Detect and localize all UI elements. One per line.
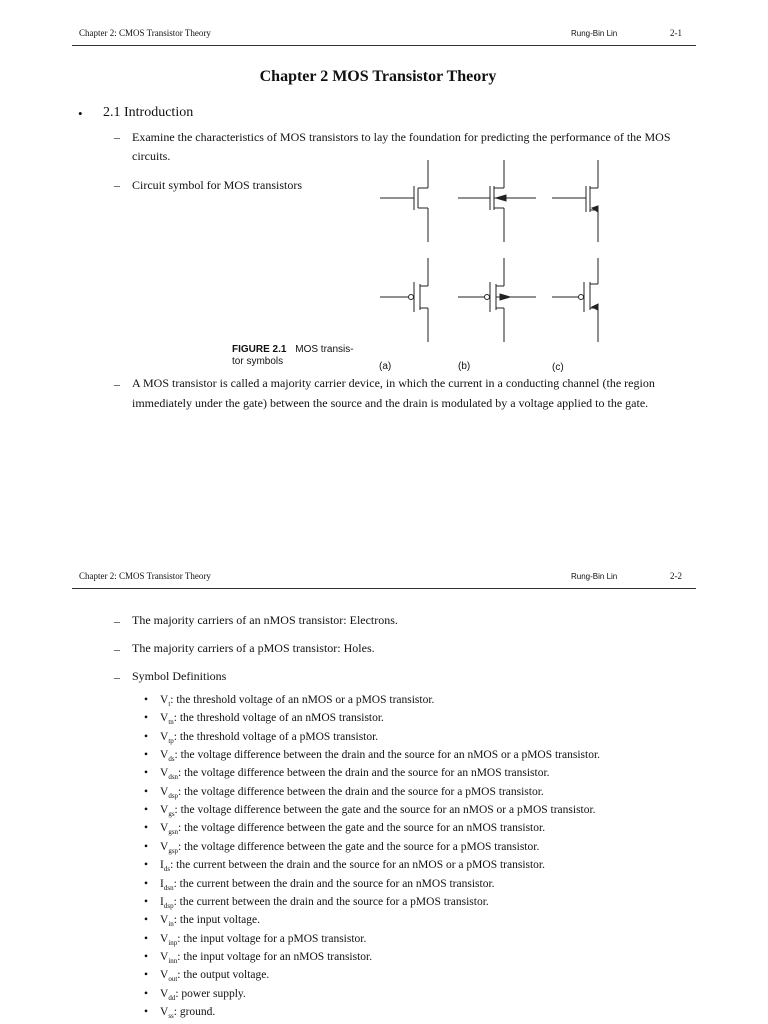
symbol-subscript: tn — [168, 718, 174, 727]
symbol-subscript: out — [168, 975, 178, 984]
bullet-marker: • — [144, 914, 149, 927]
symbol-definition-item — [144, 987, 246, 1005]
symbol-description: : the voltage difference between the drain and the source for an nMOS transistor. — [178, 767, 550, 780]
symbol-description: : the current between the drain and the source for an nMOS or a pMOS transistor. — [170, 859, 546, 872]
symbol-subscript: ss — [168, 1011, 174, 1020]
symbol-subscript: gs — [168, 810, 175, 819]
pmos-symbol-c — [552, 258, 598, 342]
symbol-name: V — [160, 749, 169, 762]
bullet-marker: • — [144, 822, 149, 835]
symbol-name: V — [160, 914, 169, 927]
nmos-symbol-b — [458, 160, 536, 242]
page1-header-rule — [72, 45, 696, 46]
symbol-definition-item — [144, 858, 545, 876]
symbol-name: V — [160, 840, 169, 853]
symbol-description: : ground. — [173, 1005, 216, 1018]
symbol-definition-item — [144, 913, 260, 931]
symbol-description: : the voltage difference between the gate and the source for a pMOS transistor. — [178, 840, 540, 853]
figure-label-a: (a) — [379, 361, 392, 372]
symbol-subscript: t — [168, 700, 171, 708]
symbol-description: : the threshold voltage of an nMOS transistor. — [173, 712, 384, 725]
symbol-subscript: ds — [163, 865, 171, 874]
symbol-subscript: dd — [168, 993, 176, 1002]
page1-header-chapter: Chapter 2: CMOS Transistor Theory — [79, 28, 211, 38]
symbol-name: I — [160, 895, 164, 908]
symbol-description: : the input voltage for a pMOS transistor. — [177, 932, 367, 945]
figure-caption — [232, 344, 354, 368]
symbol-name: V — [160, 712, 169, 725]
symbol-definition-item — [144, 877, 495, 895]
bullet-marker: • — [144, 785, 149, 798]
symbol-name: V — [160, 1005, 169, 1018]
symbol-definition-item — [144, 730, 378, 748]
symbol-definition-item — [144, 711, 384, 729]
symbol-name: V — [160, 730, 169, 743]
figure-label-c: (c) — [552, 362, 564, 373]
figure-caption-label: FIGURE 2.1 — [232, 344, 287, 355]
bullet-marker: • — [144, 877, 149, 890]
bullet-marker: • — [144, 804, 149, 817]
bullet-marker: • — [144, 950, 149, 963]
symbol-subscript: tp — [168, 736, 174, 745]
symbol-name: I — [160, 859, 164, 872]
page1-header-author: Rung-Bin Lin — [571, 29, 618, 38]
figure-caption-text: MOS transis- — [295, 344, 354, 355]
symbol-description: : the input voltage for an nMOS transistor. — [177, 950, 373, 963]
dash-marker: – — [114, 178, 120, 192]
page2-header-author: Rung-Bin Lin — [571, 572, 618, 581]
section-heading: 2.1 Introduction — [103, 105, 194, 120]
bullet-marker: • — [144, 969, 149, 982]
symbol-name: V — [160, 694, 169, 706]
symbol-description: : the current between the drain and the source for a pMOS transistor. — [173, 895, 489, 908]
page2-header-rule — [72, 588, 696, 589]
symbol-definition-item — [144, 821, 545, 839]
symbol-description: : power supply. — [175, 987, 246, 1000]
carrier-item-pmos: The majority carriers of a pMOS transistor: Holes. — [132, 641, 375, 655]
symbol-name: V — [160, 822, 169, 835]
page1-header-page: 2-1 — [670, 28, 682, 38]
section-bullet: • — [78, 106, 83, 121]
carrier-item-nmos: The majority carriers of an nMOS transistor: Electrons. — [132, 613, 398, 627]
symbol-name: V — [160, 767, 169, 780]
bullet-marker: • — [144, 694, 149, 706]
nmos-symbol-c — [552, 160, 598, 242]
symbol-subscript: dsp — [163, 901, 174, 910]
dash-marker: – — [114, 670, 120, 684]
mos-symbols-figure — [370, 150, 620, 355]
bullet-marker: • — [144, 840, 149, 853]
symbol-name: V — [160, 932, 169, 945]
pmos-symbol-b — [458, 258, 536, 342]
symbol-definition-item — [144, 840, 539, 858]
bullet-marker: • — [144, 730, 149, 743]
symbol-name: V — [160, 785, 169, 798]
symbol-definition-item — [144, 803, 596, 821]
page2-header-page: 2-2 — [670, 571, 682, 581]
symbol-description: : the current between the drain and the source for an nMOS transistor. — [173, 877, 495, 890]
symbol-subscript: ds — [168, 755, 175, 764]
bullet-marker: • — [144, 987, 149, 1000]
bullet-marker: • — [144, 712, 149, 725]
bullet-marker: • — [144, 859, 149, 872]
dash-marker: – — [114, 130, 120, 144]
intro-item-2: Circuit symbol for MOS transistors — [132, 178, 302, 192]
bullet-marker: • — [144, 767, 149, 780]
symbol-name: V — [160, 987, 169, 1000]
symbol-name: V — [160, 969, 169, 982]
figure-label-b: (b) — [458, 361, 471, 372]
bullet-marker: • — [144, 749, 149, 762]
symbol-definition-item — [144, 748, 600, 766]
symbol-definition-item — [144, 766, 550, 784]
dash-marker: – — [114, 642, 120, 656]
symbol-name: V — [160, 804, 169, 817]
symbol-subscript: dsp — [168, 791, 179, 800]
page2-header-chapter: Chapter 2: CMOS Transistor Theory — [79, 571, 211, 581]
symbol-definition-item — [144, 693, 434, 711]
pmos-symbol-a — [380, 258, 428, 342]
symbol-definitions-heading: Symbol Definitions — [132, 669, 227, 683]
symbol-definition-item — [144, 932, 366, 950]
symbol-description: : the output voltage. — [177, 969, 270, 982]
symbol-subscript: inn — [168, 956, 178, 965]
symbol-description: : the threshold voltage of a pMOS transistor. — [173, 730, 379, 743]
symbol-subscript: inp — [168, 938, 178, 947]
symbol-description: : the voltage difference between the drain and the source for a pMOS transistor. — [178, 785, 544, 798]
symbol-description: : the voltage difference between the drain and the source for an nMOS or a pMOS transistor. — [174, 749, 601, 762]
symbol-definition-item — [144, 1005, 215, 1023]
figure-caption-text-2: tor symbols — [232, 356, 284, 367]
dash-marker: – — [114, 614, 120, 628]
symbol-subscript: gsn — [168, 828, 179, 837]
symbol-subscript: in — [168, 920, 174, 929]
symbol-description: : the voltage difference between the gate and the source for an nMOS transistor. — [178, 822, 546, 835]
symbol-definition-item — [144, 895, 489, 913]
intro-item-3: A MOS transistor is called a majority carrier device, in which the current in a conducting channel (the region immediately under the gate) between the source and the drain is modulated by a voltage applied to the gate. — [132, 376, 655, 410]
symbol-description: : the input voltage. — [173, 914, 260, 927]
nmos-symbol-a — [380, 160, 428, 242]
symbol-definition-item — [144, 785, 544, 803]
dash-marker: – — [114, 377, 120, 391]
page-title: Chapter 2 MOS Transistor Theory — [259, 68, 497, 85]
bullet-marker: • — [144, 932, 149, 945]
symbol-subscript: dsn — [168, 773, 179, 782]
symbol-name: V — [160, 950, 169, 963]
bullet-marker: • — [144, 895, 149, 908]
symbol-name: I — [160, 877, 164, 890]
symbol-subscript: gsp — [168, 846, 179, 855]
symbol-subscript: dsn — [163, 883, 174, 892]
symbol-definition-item — [144, 968, 269, 986]
symbol-description: : the threshold voltage of an nMOS or a pMOS transistor. — [170, 694, 435, 706]
bullet-marker: • — [144, 1005, 149, 1018]
intro-item-1: Examine the characteristics of MOS transistors to lay the foundation for predicting the performance of the MOS circuits. — [132, 130, 671, 163]
symbol-description: : the voltage difference between the gate and the source for an nMOS or a pMOS transistor. — [174, 804, 596, 817]
symbol-definition-item — [144, 950, 372, 968]
